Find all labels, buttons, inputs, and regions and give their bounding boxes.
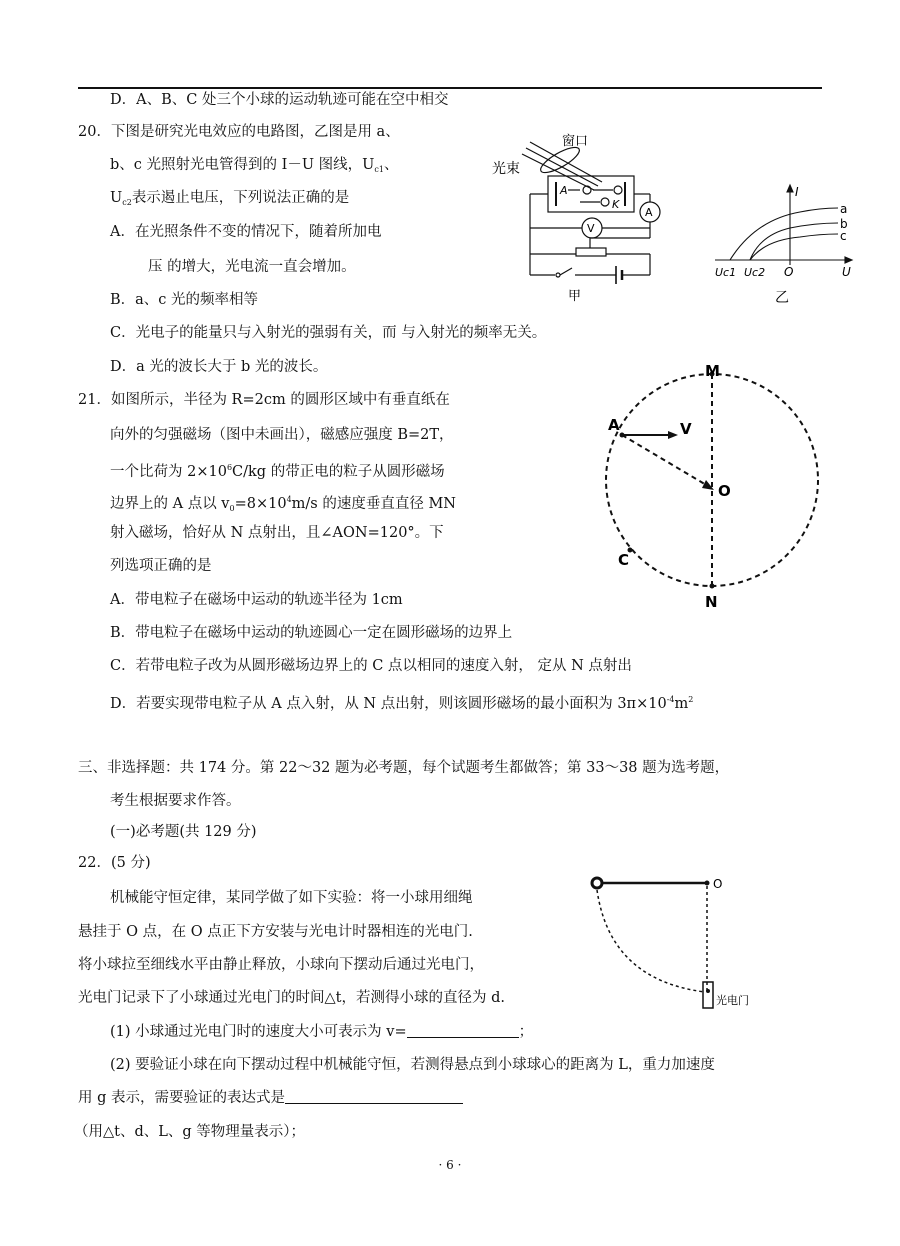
window-label: 窗口 <box>562 134 589 149</box>
q20-option-a-cont: 压 的增大，光电流一直会增加。 <box>148 259 356 275</box>
q21-option-a: A．带电粒子在磁场中运动的轨迹半径为 1cm <box>110 592 403 608</box>
voltmeter-label: V <box>587 222 595 235</box>
figure-jia-caption: 甲 <box>568 289 582 304</box>
q20-stem-2: b、c 光照射光电管得到的 I－U 图线，$U_{c1}$、 <box>110 157 399 174</box>
cathode-label: K <box>612 198 620 211</box>
q21-stem-2: 向外的匀强磁场（图中未画出），磁感应强度 B=2T， <box>110 427 454 443</box>
q21-stem-6: 列选项正确的是 <box>110 558 212 574</box>
curve-a-label: a <box>840 202 848 216</box>
q22-part2b: 用 g 表示，需要验证的表达式是 <box>78 1088 463 1108</box>
point-o-label: O <box>718 482 731 500</box>
q22-part1: (1) 小球通过光电门时的速度大小可表示为 v= ； <box>110 1024 534 1040</box>
magnetic-field-circle-diagram <box>600 360 840 610</box>
q22-p3: 将小球拉至细线水平由静止释放，小球向下摆动后通过光电门， <box>78 957 484 973</box>
q20-option-a: A．在光照条件不变的情况下，随着所加电 <box>110 224 382 240</box>
velocity-label: V <box>680 420 692 438</box>
anode-label: A <box>560 184 568 197</box>
q19-option-d: D．A、B、C 处三个小球的运动轨迹可能在空中相交 <box>110 92 449 108</box>
q20-option-d: D．a 光的波长大于 b 光的波长。 <box>110 359 328 375</box>
answer-blank-v[interactable] <box>407 1023 519 1038</box>
q21-option-d: D．若要实现带电粒子从 A 点入射，从 N 点出射，则该圆形磁场的最小面积为 $3\pi\times 10^{-4}m^2$ <box>110 695 694 712</box>
q22-p1: 机械能守恒定律，某同学做了如下实验：将一小球用细绳 <box>110 890 473 906</box>
iu-graph <box>710 180 860 310</box>
q22-part2c: （用△t、d、L、g 等物理量表示）； <box>74 1124 306 1140</box>
figure-yi-caption: 乙 <box>775 290 789 306</box>
required-section-label: (一)必考题(共 129 分) <box>110 824 257 840</box>
q21-stem-5: 射入磁场，恰好从 N 点射出，且∠AON=120°。下 <box>110 525 444 541</box>
answer-blank-expression[interactable] <box>285 1089 463 1104</box>
q22-part2: (2) 要验证小球在向下摆动过程中机械能守恒，若测得悬点到小球球心的距离为 L，重力加速度 <box>110 1057 715 1073</box>
q20-option-c: C．光电子的能量只与入射光的强弱有关，而 与入射光的频率无关。 <box>110 325 547 341</box>
q21-option-c: C．若带电粒子改为从圆形磁场边界上的 C 点以相同的速度入射， 定从 N 点射出 <box>110 658 632 674</box>
q21-stem-3: 一个比荷为 $2\times 10^6C/kg$ 的带正电的粒子从圆形磁场 <box>110 463 445 480</box>
q21-stem-1: 21．如图所示，半径为 R=2cm 的圆形区域中有垂直纸在 <box>78 392 450 408</box>
point-n-label: N <box>705 593 718 611</box>
q22-p2: 悬挂于 O 点，在 O 点正下方安装与光电计时器相连的光电门. <box>78 924 473 940</box>
q21-option-b: B．带电粒子在磁场中运动的轨迹圆心一定在圆形磁场的边界上 <box>110 625 513 641</box>
q20-stem-3: $U_{c2}$表示遏止电压，下列说法正确的是 <box>110 190 350 207</box>
uc2-label: Uc2 <box>744 266 766 279</box>
curve-c-label: c <box>840 229 847 243</box>
photoelectric-circuit-diagram <box>480 120 670 310</box>
pivot-o-label: O <box>713 877 723 891</box>
q20-stem: 20．下图是研究光电效应的电路图，乙图是用 a、 <box>78 124 400 140</box>
q22-p4: 光电门记录下了小球通过光电门的时间△t，若测得小球的直径为 d. <box>78 990 505 1006</box>
origin-label: O <box>784 265 794 279</box>
q21-stem-4: 边界上的 A 点以 $v_0=8\times 10^4m/s$ 的速度垂直直径 MN <box>110 495 456 513</box>
section-3-title: 三、非选择题：共 174 分。第 22～32 题为必考题，每个试题考生都做答；第 33～38 题为选考题， <box>78 760 730 776</box>
beam-label: 光束 <box>492 161 520 177</box>
section-3-title-cont: 考生根据要求作答。 <box>110 793 241 809</box>
point-c-label: C <box>618 551 630 569</box>
pendulum-diagram <box>585 870 775 1020</box>
ammeter-label: A <box>645 206 653 219</box>
curve-b-label: b <box>840 217 848 231</box>
y-axis-label: I <box>795 185 799 199</box>
x-axis-label: U <box>842 265 851 279</box>
photogate-label: 光电门 <box>716 994 749 1007</box>
uc1-label: Uc1 <box>715 266 737 279</box>
q22-header: 22．(5 分) <box>78 855 151 871</box>
page-number: · 6 · <box>438 1158 462 1172</box>
top-rule <box>78 87 822 89</box>
point-a-label: A <box>608 416 620 434</box>
point-m-label: M <box>705 362 720 380</box>
q20-option-b: B．a、c 光的频率相等 <box>110 292 259 308</box>
